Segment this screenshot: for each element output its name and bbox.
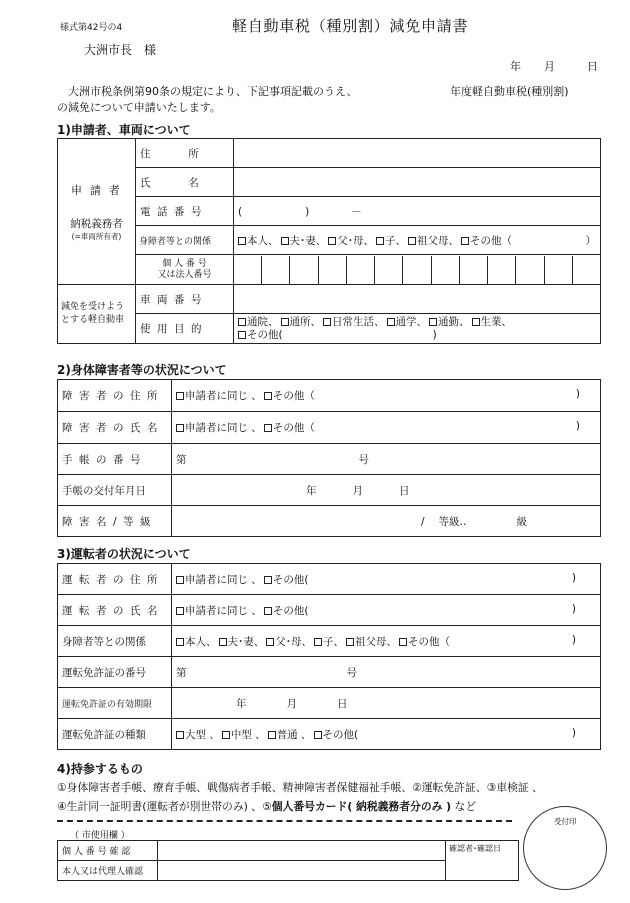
same-as-applicant: 申請者に同じ 、 <box>185 604 262 617</box>
checkbox[interactable] <box>176 392 184 400</box>
driver-name-field[interactable] <box>172 595 601 626</box>
digit-box[interactable] <box>374 256 402 284</box>
checkbox-label: 通所、 <box>289 315 321 328</box>
checkbox-label: その他（ <box>470 234 512 247</box>
digit-box[interactable] <box>289 256 317 284</box>
checkbox[interactable] <box>266 638 274 646</box>
date-month[interactable]: 月 <box>544 60 555 73</box>
same-as-applicant: 申請者に同じ 、 <box>185 390 262 402</box>
checkbox[interactable] <box>268 731 276 739</box>
close-paren: ) <box>571 602 576 615</box>
checkbox[interactable] <box>461 237 469 245</box>
checkbox[interactable] <box>264 424 272 432</box>
license-type-label: 運転免許証の種類 <box>58 719 172 750</box>
date-day[interactable]: 日 <box>587 60 598 73</box>
month-label: 月 <box>352 484 363 497</box>
checkbox-label: 本人、 <box>185 635 217 648</box>
license-expiry-label: 運転免許証の有効期限 <box>58 688 172 719</box>
checkbox[interactable] <box>264 607 272 615</box>
checkbox[interactable] <box>264 392 272 400</box>
checkbox[interactable] <box>472 318 480 326</box>
gou-label: 号 <box>346 666 357 679</box>
disabled-address-label: 障 害 者 の 住 所 <box>58 380 172 412</box>
my-number-check-label: 個 人 番 号 確 認 <box>58 841 158 861</box>
applicant-cell <box>58 139 136 285</box>
vehicle-label-1: 減免を受けよう <box>61 302 125 312</box>
checkbox[interactable] <box>238 331 246 339</box>
taxpayer-label: 納税義務者 <box>70 217 123 230</box>
name-field[interactable] <box>234 168 601 197</box>
driver-relation-options[interactable] <box>176 634 450 649</box>
my-number-field[interactable] <box>234 255 601 285</box>
checkbox[interactable] <box>376 237 384 245</box>
items-line-1: ①身体障害者手帳、療育手帳、戦傷病者手帳、精神障害者保健福祉手帳、②運転免許証、③車検証 、 <box>57 781 543 794</box>
checkbox-label: 日常生活、 <box>332 315 385 328</box>
checkbox-label: 中型 、 <box>230 728 266 741</box>
license-type-options[interactable] <box>176 727 358 742</box>
checkbox-label: 夫･妻、 <box>289 234 327 247</box>
checkbox[interactable] <box>323 318 331 326</box>
digit-box[interactable] <box>261 256 289 284</box>
intro-fiscal-year[interactable]: 年度軽自動車税(種別割) <box>450 85 569 98</box>
checkbox[interactable] <box>176 638 184 646</box>
checkbox-label: 子、 <box>385 234 406 247</box>
id-check-label: 本人又は代理人確認 <box>58 861 158 881</box>
digit-box[interactable] <box>515 256 543 284</box>
license-type-field[interactable] <box>172 719 601 750</box>
vehicle-label-2: とする軽自動車 <box>61 315 125 325</box>
confirmer-label: 確認者･確認日 <box>449 844 501 853</box>
driver-relation-label: 身障者等との関係 <box>58 626 172 657</box>
close-paren: ) <box>575 388 580 400</box>
checkbox-label: 父･母、 <box>275 635 312 648</box>
owner-note: (=車両所有者) <box>71 231 122 241</box>
checkbox-label: その他( <box>322 728 359 741</box>
items-line-2a: ④生計同一証明書(運転者が別世帯のみ) 、⑤ <box>57 800 272 813</box>
items-line-2b: 個人番号カード( 納税義務者分のみ ) <box>271 800 452 813</box>
grade-label: 等級‥ <box>438 515 467 528</box>
id-check-field[interactable] <box>158 861 446 881</box>
month-label: 月 <box>286 697 297 710</box>
digit-box[interactable] <box>572 256 600 284</box>
items-line-2 <box>57 799 476 814</box>
checkbox[interactable] <box>346 638 354 646</box>
address-label: 住 所 <box>136 139 234 168</box>
section-2-table <box>57 379 601 537</box>
checkbox[interactable] <box>399 638 407 646</box>
other-label: その他（ <box>272 390 315 402</box>
digit-box[interactable] <box>431 256 459 284</box>
checkbox[interactable] <box>238 318 246 326</box>
checkbox[interactable] <box>176 576 184 584</box>
digit-box[interactable] <box>487 256 515 284</box>
checkbox-label: その他（ <box>408 635 450 648</box>
checkbox[interactable] <box>264 576 272 584</box>
intro-text-2: の減免について申請いたします。 <box>57 101 221 114</box>
digit-box[interactable] <box>402 256 430 284</box>
section-3-table <box>57 563 601 750</box>
driver-address-label: 運 転 者 の 住 所 <box>58 564 172 595</box>
checkbox-label: 祖父母、 <box>417 234 459 247</box>
checkbox-label: 祖父母、 <box>355 635 397 648</box>
addressee: 大洲市長 様 <box>84 43 157 57</box>
close-paren: ) <box>571 633 576 646</box>
other-label: その他( <box>272 604 309 617</box>
handbook-number-field[interactable] <box>172 444 601 475</box>
checkbox-label: 子、 <box>323 635 344 648</box>
purpose-field[interactable] <box>234 314 601 344</box>
driver-address-field[interactable] <box>172 564 601 595</box>
kyu-label: 級 <box>516 515 528 528</box>
purpose-close: ) <box>432 328 437 341</box>
checkbox[interactable] <box>176 731 184 739</box>
disability-grade-label: 障 害 名 / 等 級 <box>58 506 172 537</box>
checkbox[interactable] <box>328 237 336 245</box>
dai-label: 第 <box>176 453 187 466</box>
section-3-title: 3)運転者の状況について <box>57 547 191 561</box>
close-paren: ) <box>575 420 580 432</box>
day-label: 日 <box>399 484 410 497</box>
section-1-title: 1)申請者、車両について <box>57 123 191 137</box>
year-label: 年 <box>236 697 247 710</box>
reception-stamp-label: 受付印 <box>554 817 577 826</box>
checkbox-label: 通勤、 <box>438 315 470 328</box>
digit-box[interactable] <box>459 256 487 284</box>
date-year[interactable]: 年 <box>510 60 521 73</box>
checkbox[interactable] <box>219 638 227 646</box>
purpose-other[interactable] <box>238 329 596 342</box>
disability-grade-field[interactable] <box>172 506 601 537</box>
checkbox[interactable] <box>281 237 289 245</box>
handbook-number-label: 手 帳 の 番 号 <box>58 444 172 475</box>
plate-field[interactable] <box>234 285 601 314</box>
dai-label: 第 <box>176 666 187 679</box>
digit-box[interactable] <box>544 256 572 284</box>
checkbox-label: 大型 、 <box>185 728 220 741</box>
address-field[interactable] <box>234 139 601 168</box>
section-4-title: 4)持参するもの <box>57 762 143 776</box>
my-number-label <box>136 255 234 285</box>
purpose-options[interactable] <box>238 316 596 329</box>
office-use-label: （ 市使用欄 ） <box>70 831 130 841</box>
my-number-check-field[interactable] <box>158 841 446 861</box>
checkbox[interactable] <box>176 424 184 432</box>
license-number-label: 運転免許証の番号 <box>58 657 172 688</box>
section-1-table <box>57 138 601 344</box>
checkbox[interactable] <box>314 638 322 646</box>
vehicle-cell <box>58 285 136 344</box>
section-2-title: 2)身体障害者等の状況について <box>57 363 227 377</box>
checkbox[interactable] <box>314 731 322 739</box>
intro-text-1: 大洲市税条例第90条の規定により、下記事項記載のうえ、 <box>68 85 358 98</box>
year-label: 年 <box>306 484 317 497</box>
checkbox[interactable] <box>387 318 395 326</box>
checkbox[interactable] <box>408 237 416 245</box>
checkbox-label: 通学、 <box>395 315 427 328</box>
checkbox[interactable] <box>238 237 246 245</box>
my-number-label-1: 個 人 番 号 <box>162 258 207 269</box>
items-line-2c: など <box>451 800 477 813</box>
form-number: 様式第42号の4 <box>60 23 123 33</box>
driver-name-label: 運 転 者 の 氏 名 <box>58 595 172 626</box>
relation-label: 身障者等との関係 <box>136 226 234 255</box>
checkbox[interactable] <box>222 731 230 739</box>
office-table <box>57 840 519 881</box>
form-title: 軽自動車税（種別割）減免申請書 <box>232 17 469 35</box>
my-number-label-2: 又は法人番号 <box>157 269 212 280</box>
name-label: 氏 名 <box>136 168 234 197</box>
confirmer-cell[interactable] <box>446 841 519 881</box>
close-paren: ) <box>571 571 576 584</box>
my-number-digits[interactable] <box>234 256 600 284</box>
relation-close: ） <box>585 234 596 247</box>
checkbox[interactable] <box>429 318 437 326</box>
checkbox-label: 父･母、 <box>337 234 374 247</box>
cut-line <box>57 820 512 822</box>
checkbox[interactable] <box>176 607 184 615</box>
checkbox-label: 普通 、 <box>276 728 312 741</box>
purpose-other-label: その他( <box>247 328 283 341</box>
relation-field[interactable] <box>234 226 601 255</box>
checkbox-label: 通院、 <box>247 315 279 328</box>
handbook-date-label: 手帳の交付年月日 <box>58 475 172 506</box>
disabled-name-label: 障 害 者 の 氏 名 <box>58 412 172 444</box>
checkbox-label: 生業、 <box>480 315 512 328</box>
checkbox-label: 本人、 <box>247 234 279 247</box>
checkbox[interactable] <box>281 318 289 326</box>
day-label: 日 <box>337 697 348 710</box>
other-label: その他（ <box>272 422 315 434</box>
phone-field[interactable]: ( ) － <box>234 197 601 226</box>
digit-box[interactable] <box>318 256 346 284</box>
relation-options[interactable] <box>238 233 512 248</box>
other-label: その他( <box>272 573 309 586</box>
slash: / <box>421 515 425 528</box>
phone-label: 電 話 番 号 <box>136 197 234 226</box>
license-number-field[interactable] <box>172 657 601 688</box>
same-as-applicant: 申請者に同じ 、 <box>185 573 262 586</box>
handbook-date-field[interactable] <box>172 475 601 506</box>
plate-label: 車 両 番 号 <box>136 285 234 314</box>
checkbox-label: 夫･妻、 <box>227 635 265 648</box>
license-expiry-field[interactable] <box>172 688 601 719</box>
same-as-applicant: 申請者に同じ 、 <box>185 422 262 434</box>
disabled-address-field[interactable] <box>172 380 601 412</box>
applicant-label: 申 請 者 <box>71 183 122 197</box>
driver-relation-field[interactable] <box>172 626 601 657</box>
gou-label: 号 <box>358 453 369 466</box>
disabled-name-field[interactable] <box>172 412 601 444</box>
digit-box[interactable] <box>346 256 374 284</box>
digit-box[interactable] <box>234 256 261 284</box>
close-paren: ) <box>571 726 576 739</box>
purpose-label: 使 用 目 的 <box>136 314 234 344</box>
